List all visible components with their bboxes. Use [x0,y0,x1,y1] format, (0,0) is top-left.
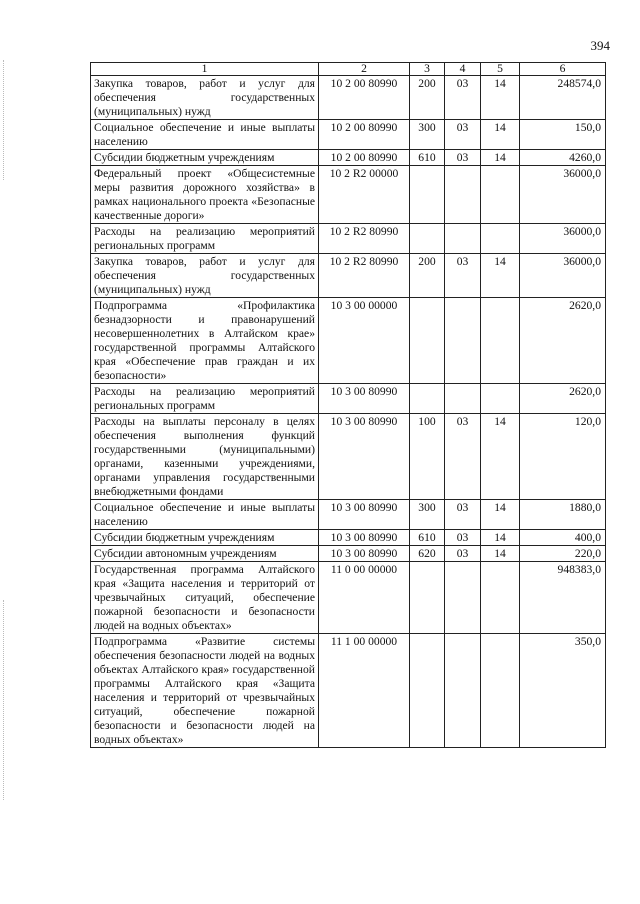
target-code-cell: 10 2 R2 80990 [319,224,410,254]
expense-name-cell: Расходы на реализацию мероприятий региональных программ [91,224,319,254]
target-code-cell: 10 2 R2 00000 [319,166,410,224]
column-header: 1 [91,63,319,76]
table-row [91,634,606,748]
subsection-cell [481,562,520,634]
expense-name-cell: Федеральный проект «Общесистемные меры развития дорожного хозяйства» в рамках национального проекта «Безопасные качественные дороги» [91,166,319,224]
table-row [91,546,606,562]
target-code-cell: 10 3 00 80990 [319,414,410,500]
expense-name-cell: Социальное обеспечение и иные выплаты населению [91,120,319,150]
expense-name-cell: Подпрограмма «Профилактика безнадзорности и правонарушений несовершеннолетних в Алтайском крае» государственной программы Алтайского края «Обеспечение прав граждан и их безопасности» [91,298,319,384]
table-row [91,150,606,166]
column-header: 3 [410,63,445,76]
subsection-cell: 14 [481,76,520,120]
amount-cell: 36000,0 [520,224,606,254]
expense-name-cell: Субсидии бюджетным учреждениям [91,150,319,166]
expense-name-cell: Расходы на реализацию мероприятий региональных программ [91,384,319,414]
section-cell [445,224,481,254]
table-row [91,384,606,414]
section-cell: 03 [445,76,481,120]
section-cell: 03 [445,120,481,150]
target-code-cell: 10 3 00 00000 [319,298,410,384]
subsection-cell: 14 [481,254,520,298]
section-cell [445,384,481,414]
amount-cell: 4260,0 [520,150,606,166]
amount-cell: 36000,0 [520,166,606,224]
section-cell: 03 [445,500,481,530]
subsection-cell: 14 [481,120,520,150]
column-header: 4 [445,63,481,76]
column-header: 5 [481,63,520,76]
expense-type-cell [410,298,445,384]
amount-cell: 36000,0 [520,254,606,298]
amount-cell: 1880,0 [520,500,606,530]
expense-name-cell: Субсидии автономным учреждениям [91,546,319,562]
expense-name-cell: Закупка товаров, работ и услуг для обеспечения государственных (муниципальных) нужд [91,254,319,298]
expense-type-cell: 200 [410,254,445,298]
column-header: 6 [520,63,606,76]
table-row [91,254,606,298]
budget-table [90,62,606,748]
subsection-cell [481,224,520,254]
subsection-cell: 14 [481,500,520,530]
margin-dotted-line-bottom [3,600,5,800]
table-row [91,166,606,224]
amount-cell: 220,0 [520,546,606,562]
amount-cell: 150,0 [520,120,606,150]
table-row [91,500,606,530]
expense-name-cell: Субсидии бюджетным учреждениям [91,530,319,546]
expense-type-cell: 300 [410,500,445,530]
margin-dotted-line-top [3,60,5,180]
expense-name-cell: Закупка товаров, работ и услуг для обеспечения государственных (муниципальных) нужд [91,76,319,120]
expense-name-cell: Подпрограмма «Развитие системы обеспечения безопасности людей на водных объектах Алтайского края» государственной программы Алтайского края «Защита населения и территорий от чрезвычайных ситуаций, обеспечение пожарной безопасности и безопасности людей на водных объектах» [91,634,319,748]
expense-name-cell: Государственная программа Алтайского края «Защита населения и территорий от чрезвычайных ситуаций, обеспечение пожарной безопасности и безопасности людей на водных объектах» [91,562,319,634]
subsection-cell [481,634,520,748]
table-row [91,530,606,546]
amount-cell: 2620,0 [520,298,606,384]
expense-type-cell [410,562,445,634]
expense-type-cell [410,634,445,748]
target-code-cell: 11 0 00 00000 [319,562,410,634]
subsection-cell [481,298,520,384]
subsection-cell: 14 [481,150,520,166]
expense-type-cell: 300 [410,120,445,150]
amount-cell: 248574,0 [520,76,606,120]
target-code-cell: 11 1 00 00000 [319,634,410,748]
section-cell: 03 [445,530,481,546]
expense-type-cell [410,166,445,224]
amount-cell: 2620,0 [520,384,606,414]
target-code-cell: 10 3 00 80990 [319,500,410,530]
table-body [91,76,606,748]
subsection-cell [481,384,520,414]
section-cell: 03 [445,254,481,298]
section-cell: 03 [445,150,481,166]
target-code-cell: 10 2 00 80990 [319,76,410,120]
table-row [91,298,606,384]
target-code-cell: 10 3 00 80990 [319,530,410,546]
target-code-cell: 10 3 00 80990 [319,384,410,414]
table-row [91,562,606,634]
table-row [91,76,606,120]
target-code-cell: 10 2 00 80990 [319,120,410,150]
amount-cell: 400,0 [520,530,606,546]
expense-type-cell: 610 [410,530,445,546]
target-code-cell: 10 2 R2 80990 [319,254,410,298]
amount-cell: 350,0 [520,634,606,748]
expense-name-cell: Расходы на выплаты персоналу в целях обеспечения выполнения функций государственными (муниципальными) органами, казенными учреждениями, органами управления государственными внебюджетными фондами [91,414,319,500]
subsection-cell: 14 [481,414,520,500]
page-number: 394 [590,38,610,53]
subsection-cell: 14 [481,546,520,562]
target-code-cell: 10 3 00 80990 [319,546,410,562]
section-cell [445,166,481,224]
subsection-cell: 14 [481,530,520,546]
table-row [91,224,606,254]
expense-type-cell [410,224,445,254]
column-header: 2 [319,63,410,76]
amount-cell: 948383,0 [520,562,606,634]
subsection-cell [481,166,520,224]
expense-type-cell: 610 [410,150,445,166]
section-cell: 03 [445,546,481,562]
table-row [91,414,606,500]
target-code-cell: 10 2 00 80990 [319,150,410,166]
expense-type-cell: 200 [410,76,445,120]
table-row [91,120,606,150]
section-cell: 03 [445,414,481,500]
amount-cell: 120,0 [520,414,606,500]
section-cell [445,298,481,384]
expense-name-cell: Социальное обеспечение и иные выплаты населению [91,500,319,530]
section-cell [445,562,481,634]
column-number-row [91,63,606,76]
expense-type-cell [410,384,445,414]
section-cell [445,634,481,748]
expense-type-cell: 100 [410,414,445,500]
expense-type-cell: 620 [410,546,445,562]
